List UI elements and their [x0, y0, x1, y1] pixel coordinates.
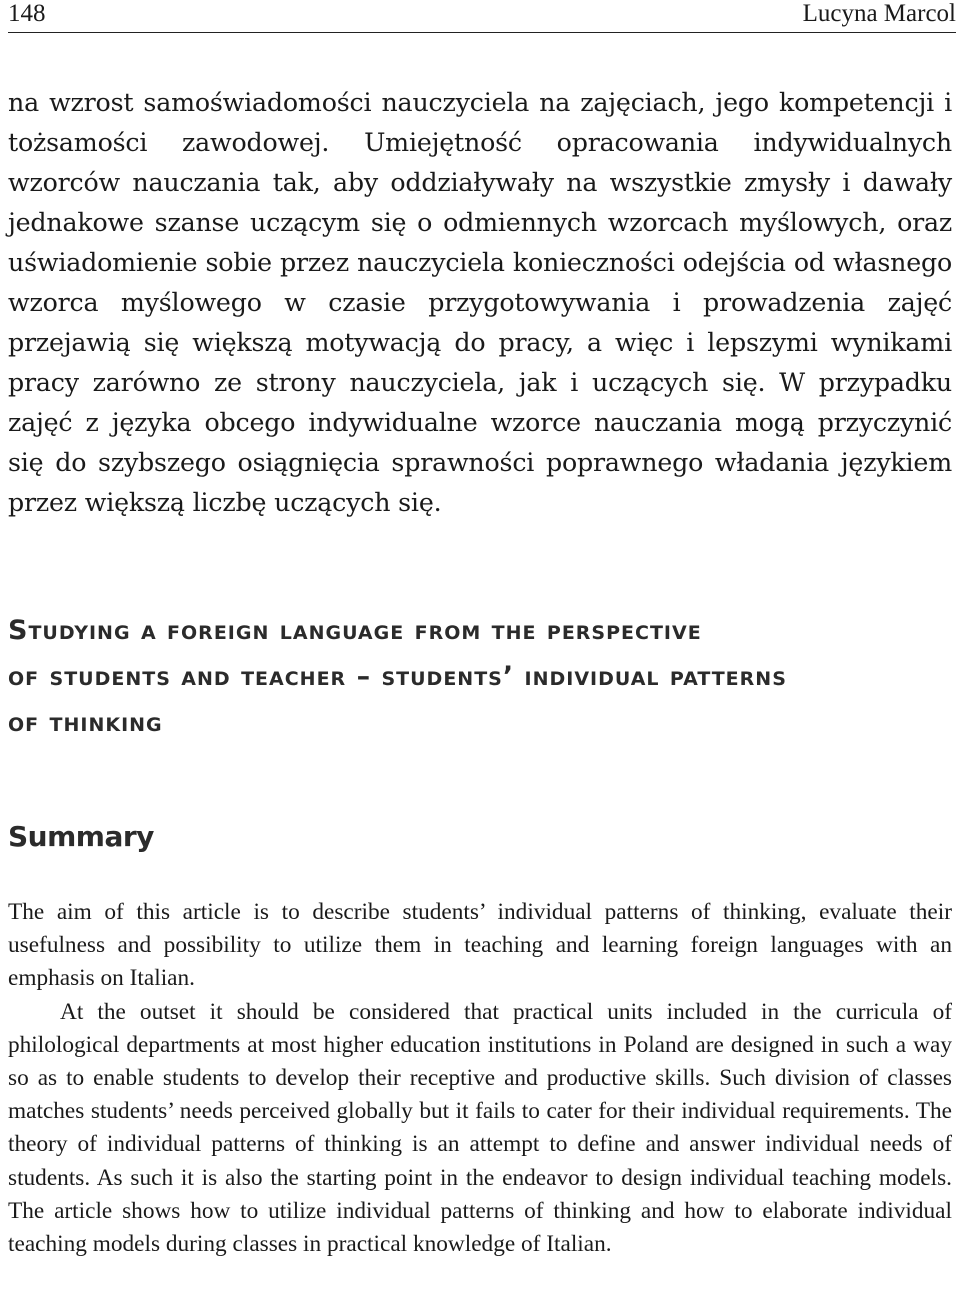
- english-section-title: [8, 608, 952, 746]
- page-header: [8, 0, 956, 33]
- summary-paragraph-2: At the outset it should be considered that practical units included in the curricula of philological departments at most higher education institutions in Poland are designed in such a way so as to enable students to develop their receptive and productive skills. Such division of classes matches students’ needs perceived globally but it fails to cater for their individual requirements. The theory of individual patterns of thinking is an attempt to define and answer individual needs of students. As such it is also the starting point in the endeavor to design individual teaching models. The article shows how to utilize individual patterns of thinking and how to elaborate individual teaching models during classes in practical knowledge of Italian.: [8, 998, 952, 1258]
- summary-paragraph-1: The aim of this article is to describe students’ individual patterns of thinking, evaluate their usefulness and possibility to utilize them in teaching and learning foreign languages with an emphasis on Italian.: [8, 899, 952, 992]
- author-running-head: Lucyna Marcol: [802, 0, 956, 27]
- section-title-line-1: Studying a foreign language from the perspective: [8, 615, 702, 646]
- summary-body: [8, 896, 952, 1261]
- summary-heading: Summary: [8, 820, 154, 853]
- polish-body-paragraph: na wzrost samoświadomości nauczyciela na zajęciach, jego kompetencji i tożsamości zawodowej. Umiejętność opracowania indywidualnych wzorców nauczania tak, aby oddziaływały na wszystkie zmysły i dawały jednakowe szanse uczącym się o odmiennych wzorcach myślowych, oraz uświadomienie sobie przez nauczyciela konieczności odejścia od własnego wzorca myślowego w czasie przygotowywania i prowadzenia zajęć przejawią się większą motywacją do pracy, a więc i lepszymi wynikami pracy zarówno ze strony nauczyciela, jak i uczących się. W przypadku zajęć z języka obcego indywidualne wzorce nauczania mogą przyczynić się do szybszego osiągnięcia sprawności poprawnego władania językiem przez większą liczbę uczących się.: [8, 88, 952, 517]
- section-title-line-3: of thinking: [8, 707, 163, 738]
- section-title-line-2: of students and teacher – students’ individual patterns: [8, 661, 787, 692]
- page-number: 148: [8, 0, 46, 27]
